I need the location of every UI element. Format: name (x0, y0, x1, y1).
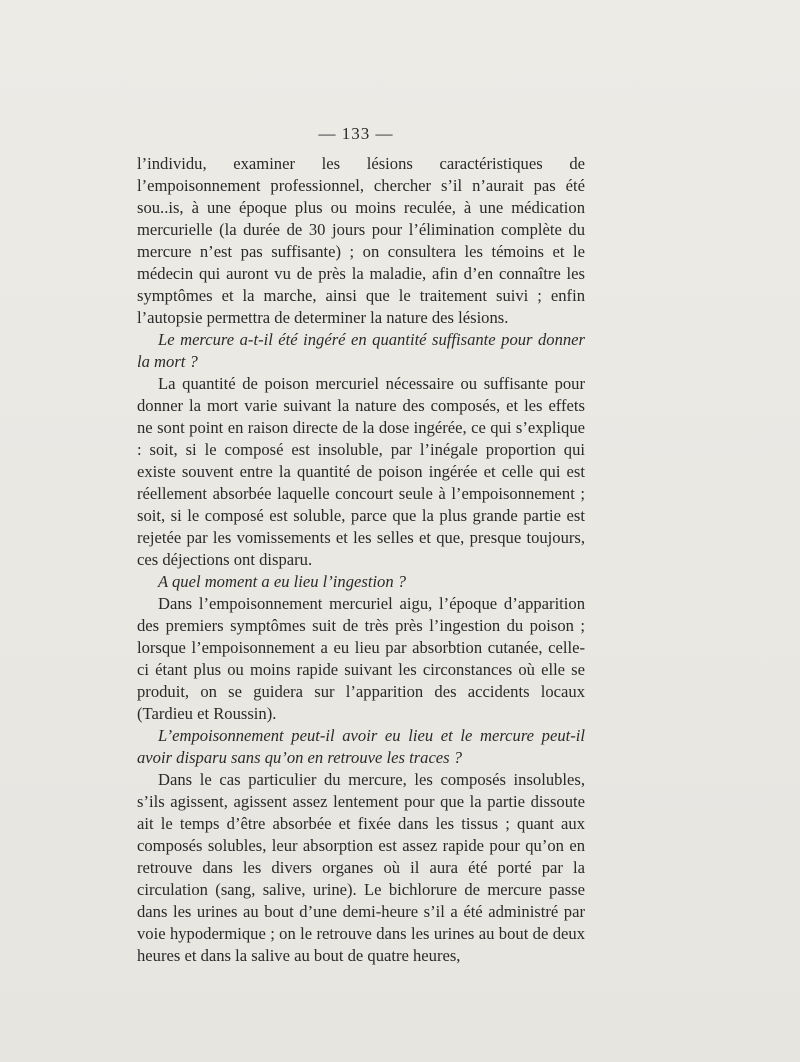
paragraph-1: l’individu, examiner les lésions caractéristiques de l’empoisonnement professionnel, chercher s’il n’aurait pas été sou..is, à une époque plus ou moins reculée, à une médication mercurielle (la durée de 30 jours pour l’élimination complète du mercure n’est pas suffisante) ; on consultera les témoins et le médecin qui auront vu de près la maladie, afin d’en connaître les symptômes et la marche, ainsi que le traitement suivi ; enfin l’autopsie permettra de determiner la nature des lésions. (137, 154, 585, 327)
question-heading-1: Le mercure a-t-il été ingéré en quantité suffisante pour donner la mort ? (137, 330, 585, 371)
paragraph-3: Dans l’empoisonnement mercuriel aigu, l’époque d’apparition des premiers symptômes suit de très près l’ingestion du poison ; lorsque l’empoisonnement a eu lieu par absorbtion cutanée, celle-ci étant plus ou moins rapide suivant les circonstances où elle se produit, on se guidera sur l’apparition des accidents locaux (Tardieu et Roussin). (137, 594, 585, 723)
question-heading-2: A quel moment a eu lieu l’ingestion ? (158, 572, 407, 591)
paragraph-4: Dans le cas particulier du mercure, les composés insolubles, s’ils agissent, agissent assez lentement pour que la partie dissoute ait le temps d’être absorbée et fixée dans les tissus ; quant aux composés solubles, leur absorption est assez rapide pour qu’on en retrouve dans les divers organes où il aura été porté par la circulation (sang, salive, urine). Le bichlorure de mercure passe dans les urines au bout d’une demi-heure s’il a été administré par voie hypodermique ; on le retrouve dans les urines au bout de deux heures et dans la salive au bout de quatre heures, (137, 770, 585, 965)
question-heading-3: L’empoisonnement peut-il avoir eu lieu et le mercure peut-il avoir disparu sans qu’on en retrouve les traces ? (137, 726, 585, 767)
body-text (137, 153, 585, 967)
page-number: — 133 — (318, 124, 394, 143)
paragraph-2: La quantité de poison mercuriel nécessaire ou suffisante pour donner la mort varie suivant la nature des composés, et les effets ne sont point en raison directe de la dose ingérée, ce qui s’explique : soit, si le composé est insoluble, par l’inégale proportion qui existe souvent entre la quantité de poison ingérée et celle qui est réellement absorbée laquelle concourt seule à l’empoisonnement ; soit, si le composé est soluble, parce que la plus grande partie est rejetée par les vomissements et les selles et que, presque toujours, ces déjections ont disparu. (137, 374, 585, 569)
